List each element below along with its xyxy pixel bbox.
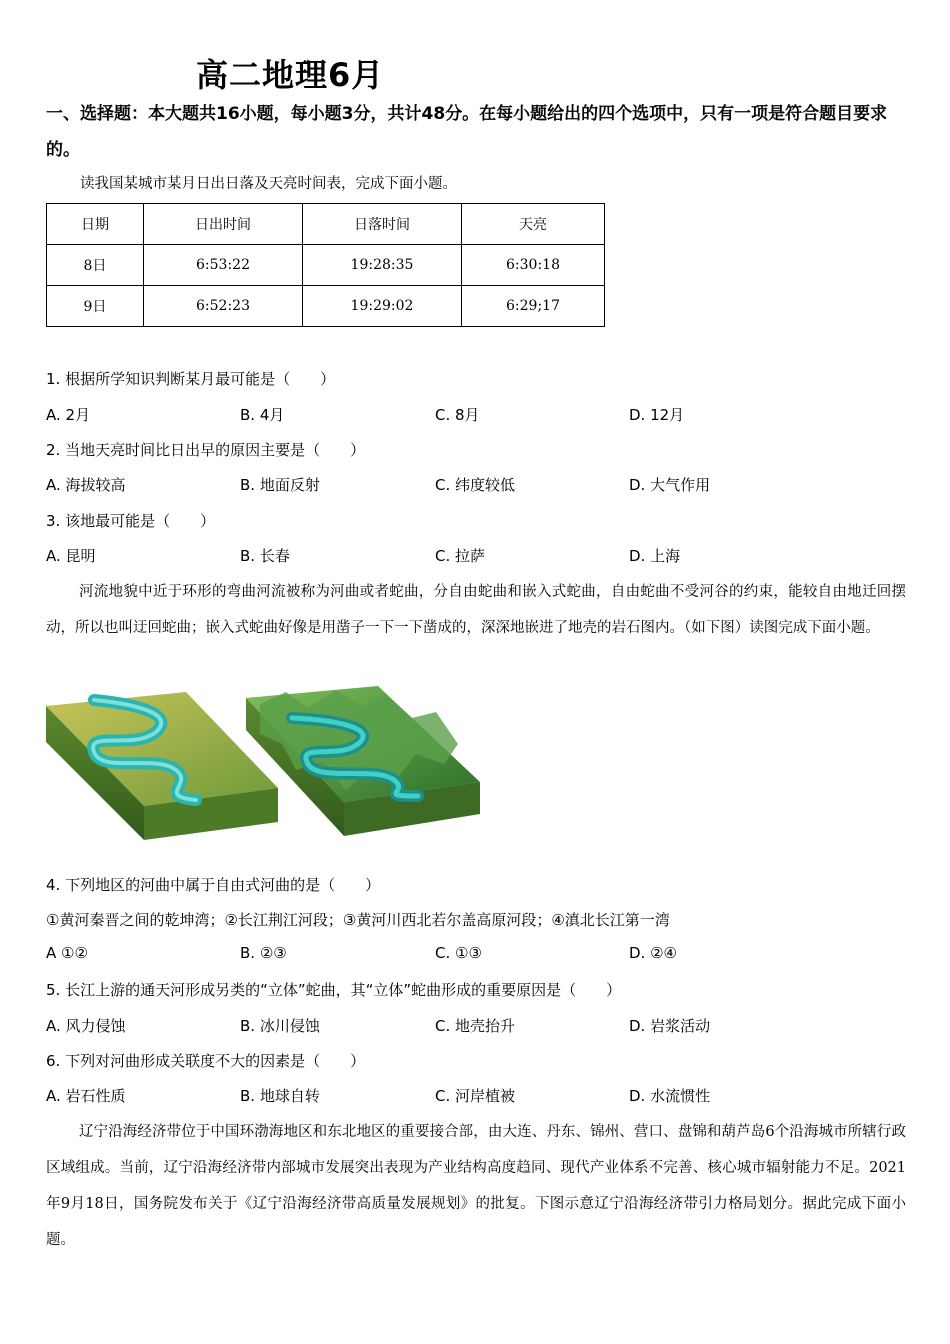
table-row [47,245,605,286]
question-5-option-d: D. 岩浆活动 [629,1017,711,1035]
question-6-option-d: D. 水流惯性 [629,1087,711,1105]
table-row [47,286,605,327]
question-5-option-a: A. 风力侵蚀 [46,1017,126,1035]
table-cell: 6:52:23 [144,286,303,327]
question-4-option-a: A ①② [46,944,88,962]
question-4-stem: 4. 下列地区的河曲中属于自由式河曲的是（ ） [46,876,381,894]
question-2-option-a: A. 海拔较高 [46,476,126,494]
question-1-option-b: B. 4月 [240,406,285,424]
intro-text-3: 辽宁沿海经济带位于中国环渤海地区和东北地区的重要接合部，由大连、丹东、锦州、营口、盘锦和葫芦岛6个沿海城市所辖行政区域组成。当前，辽宁沿海经济带内部城市发展突出表现为产业结构高度趋同、现代产业体系不完善、核心城市辐射能力不足。2021年9月18日，国务院发布关于《辽宁沿海经济带高质量发展规划》的批复。下图示意辽宁沿海经济带引力格局划分。据此完成下面小题。 [46,1124,906,1248]
intro-text-1: 读我国某城市某月日出日落及天亮时间表，完成下面小题。 [80,176,457,192]
incised-meander-block [246,686,480,836]
page-title: 高二地理6月 [196,56,385,94]
question-6-option-b: B. 地球自转 [240,1087,320,1105]
question-1-option-d: D. 12月 [629,406,685,424]
question-4-extra: ①黄河秦晋之间的乾坤湾；②长江荆江河段；③黄河川西北若尔盖高原河段；④滇北长江第一湾 [46,911,670,929]
question-6-option-c: C. 河岸植被 [435,1087,516,1105]
intro-text-2: 河流地貌中近于环形的弯曲河流被称为河曲或者蛇曲，分自由蛇曲和嵌入式蛇曲，自由蛇曲不受河谷的约束，能较自由地迁回摆动，所以也叫迂回蛇曲；嵌入式蛇曲好像是用凿子一下一下凿成的，深深地嵌进了地壳的岩石图内。（如下图）读图完成下面小题。 [46,584,906,636]
table-cell: 8日 [47,245,144,286]
question-2-option-b: B. 地面反射 [240,476,320,494]
question-3-option-b: B. 长春 [240,547,290,565]
question-1-stem: 1. 根据所学知识判断某月最可能是（ ） [46,370,336,388]
table-header-cell: 日期 [47,204,144,245]
section-header: 一、选择题：本大题共16小题，每小题3分，共计48分。在每小题给出的四个选项中，只有一项是符合题目要求的。 [46,104,888,160]
question-2-option-d: D. 大气作用 [629,476,711,494]
question-3-stem: 3. 该地最可能是（ ） [46,512,216,530]
table-header-cell: 天亮 [462,204,605,245]
table-header-cell: 日落时间 [303,204,462,245]
table-cell: 6:30:18 [462,245,605,286]
question-6-option-a: A. 岩石性质 [46,1087,126,1105]
meander-illustration [46,684,486,844]
question-4-option-b: B. ②③ [240,944,287,962]
sunrise-table [46,203,605,327]
question-3-option-a: A. 昆明 [46,547,96,565]
question-2-option-c: C. 纬度较低 [435,476,516,494]
question-3-option-c: C. 拉萨 [435,547,486,565]
question-5-stem: 5. 长江上游的通天河形成另类的“立体”蛇曲，其“立体”蛇曲形成的重要原因是（ ） [46,981,622,999]
free-meander-block [46,692,278,840]
question-4-option-d: D. ②④ [629,944,677,962]
question-5-option-b: B. 冰川侵蚀 [240,1017,320,1035]
question-4-option-c: C. ①③ [435,944,482,962]
table-cell: 19:28:35 [303,245,462,286]
table-cell: 19:29:02 [303,286,462,327]
question-1-option-a: A. 2月 [46,406,91,424]
question-1-option-c: C. 8月 [435,406,480,424]
table-header-row [47,204,605,245]
question-5-option-c: C. 地壳抬升 [435,1017,516,1035]
question-3-option-d: D. 上海 [629,547,681,565]
table-cell: 6:53:22 [144,245,303,286]
table-header-cell: 日出时间 [144,204,303,245]
table-cell: 9日 [47,286,144,327]
question-2-stem: 2. 当地天亮时间比日出早的原因主要是（ ） [46,441,366,459]
table-cell: 6:29;17 [462,286,605,327]
question-6-stem: 6. 下列对河曲形成关联度不大的因素是（ ） [46,1052,366,1070]
